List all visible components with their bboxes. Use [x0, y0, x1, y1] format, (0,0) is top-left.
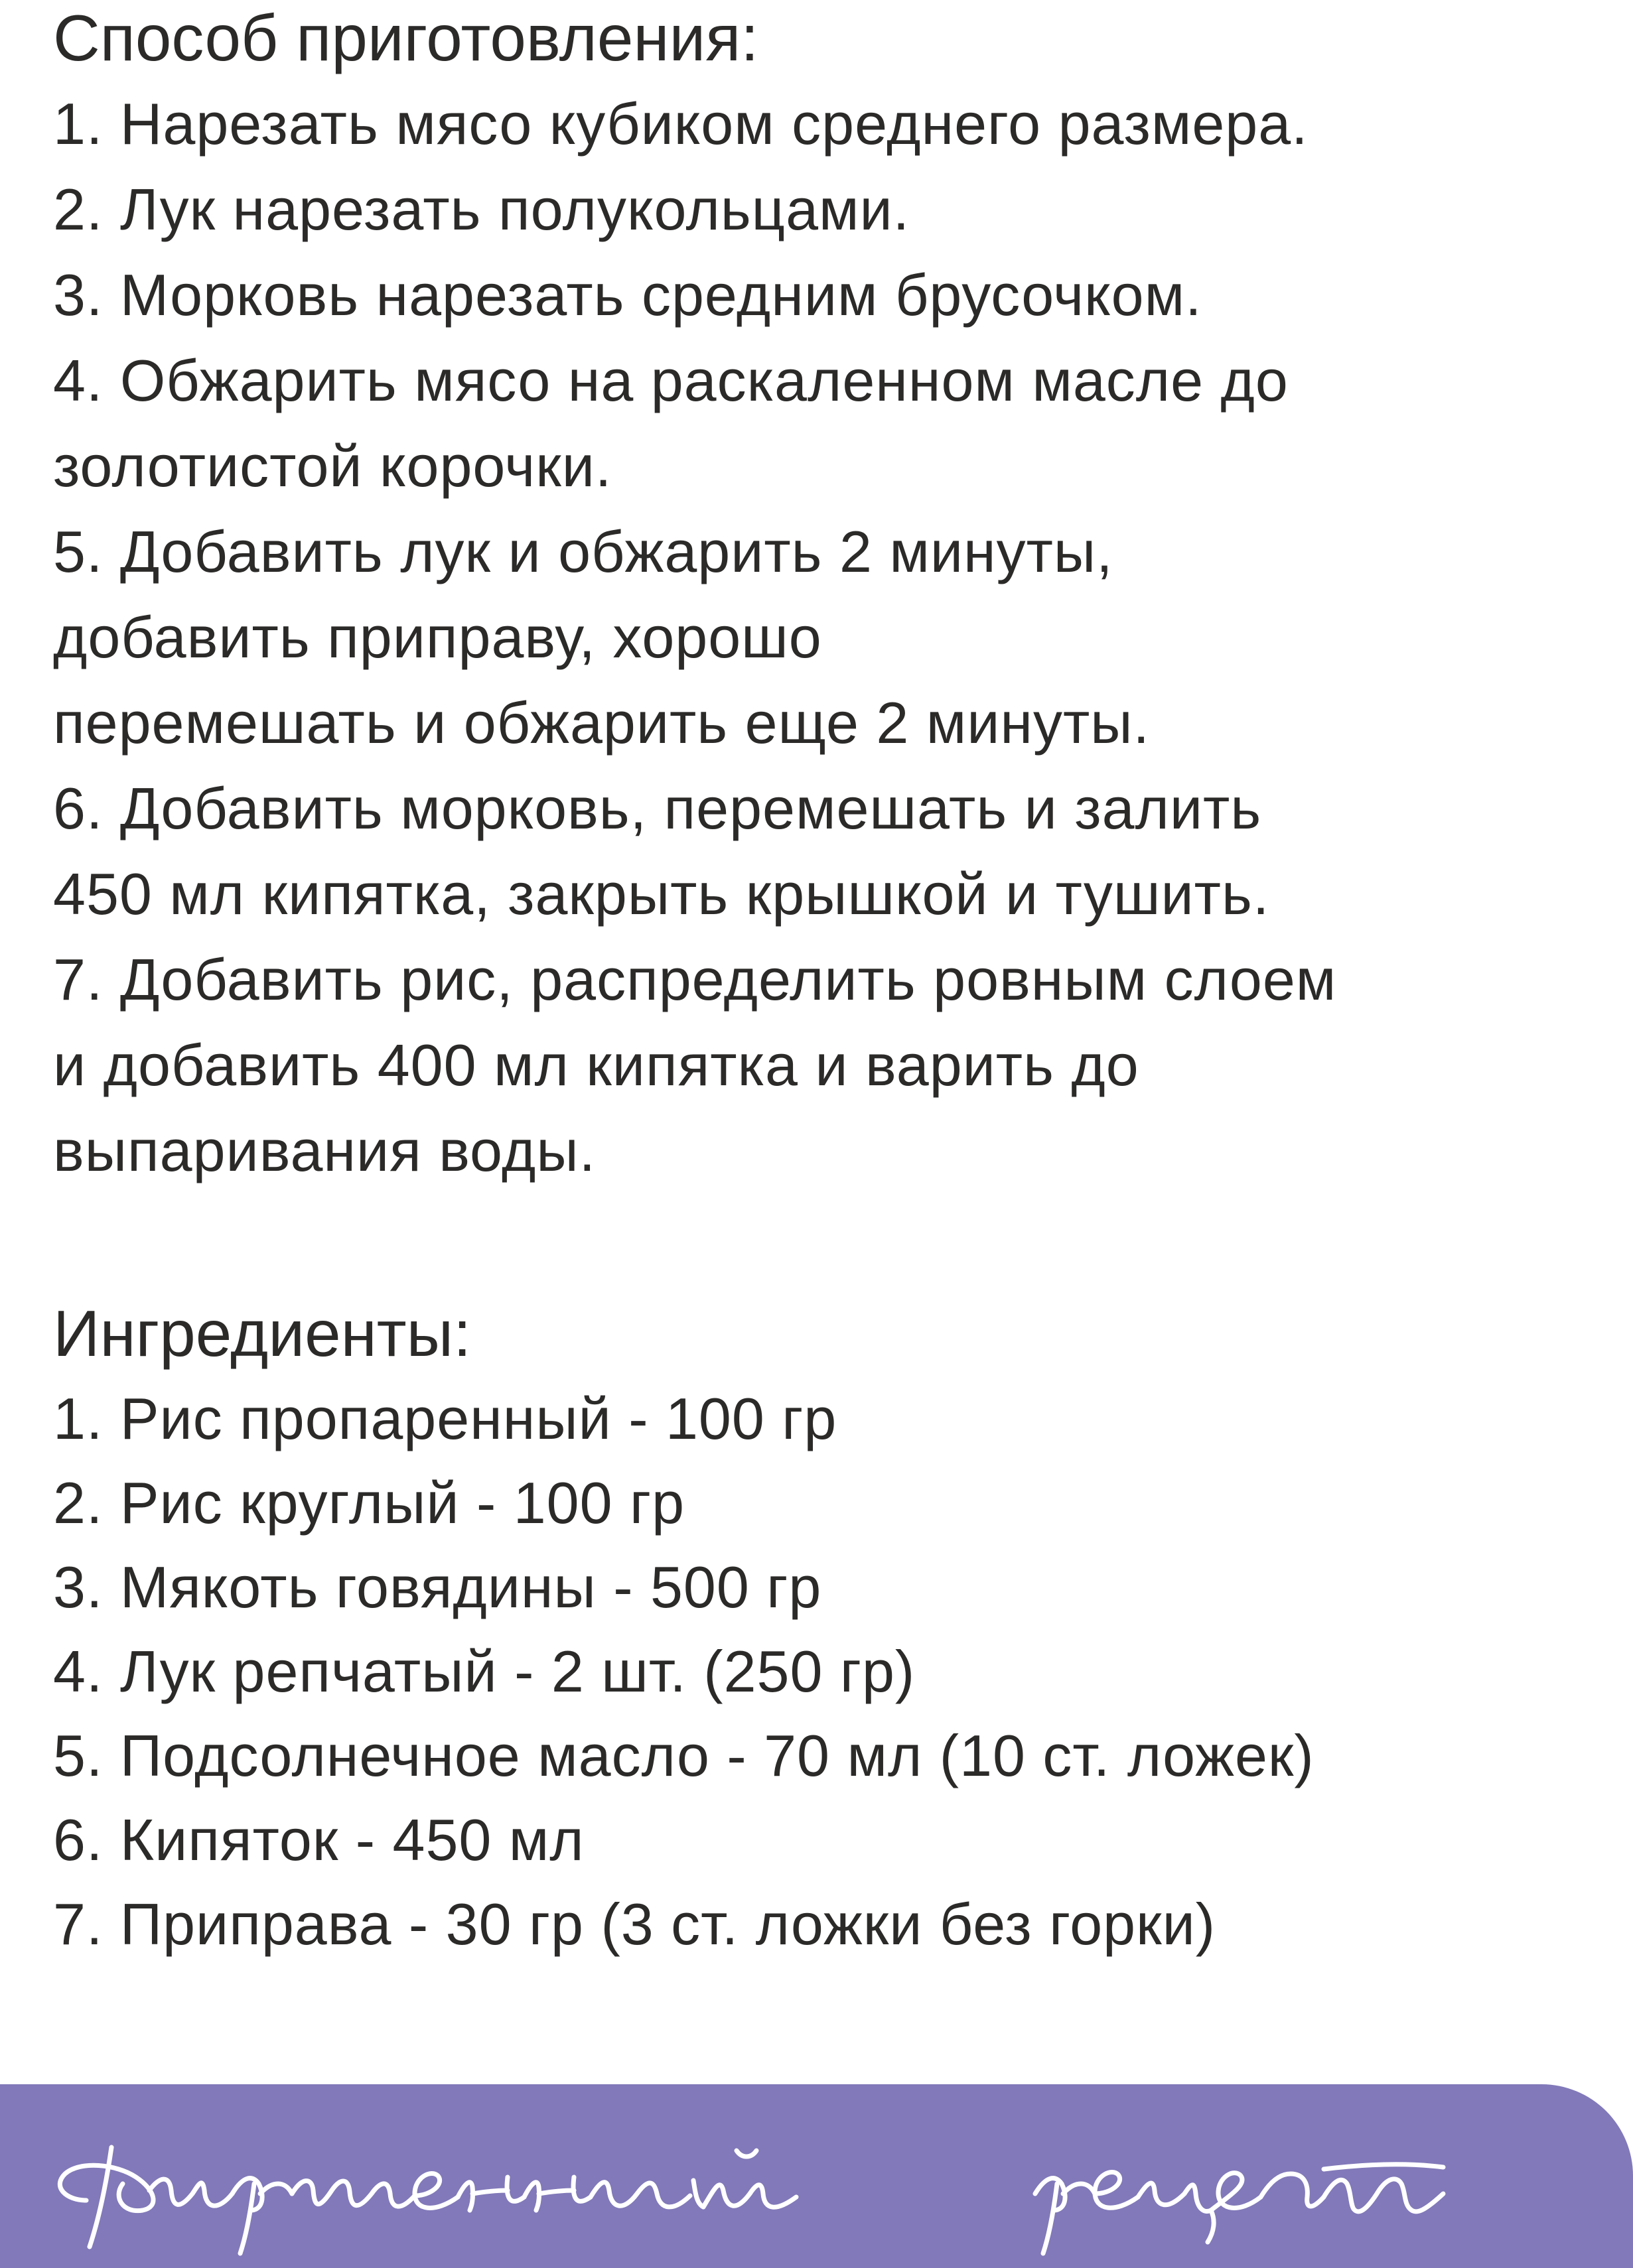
ingredient-item: 2. Рис круглый - 100 гр [53, 1470, 685, 1536]
signature-recipe-banner [0, 2084, 1633, 2268]
ingredient-item: 6. Кипяток - 450 мл [53, 1807, 585, 1873]
ingredient-item: 5. Подсолнечное масло - 70 мл (10 ст. ложек) [53, 1723, 1314, 1788]
ingredients-title: Ингредиенты: [53, 1297, 472, 1370]
method-step: 2. Лук нарезать полукольцами. [53, 176, 910, 242]
method-section [53, 0, 1606, 1193]
method-step: 1. Нарезать мясо кубиком среднего размера. [53, 91, 1309, 157]
ingredients-list [53, 1376, 1606, 1966]
ingredient-item: 3. Мякоть говядины - 500 гр [53, 1554, 822, 1620]
ingredient-item: 4. Лук репчатый - 2 шт. (250 гр) [53, 1638, 916, 1704]
method-step: 6. Добавить морковь, перемешать и залить 450 мл кипятка, закрыть крышкой и тушить. [53, 775, 1270, 927]
method-step: 4. Обжарить мясо на раскаленном масле до золотистой корочки. [53, 348, 1289, 499]
method-title: Способ приготовления: [53, 1, 759, 74]
method-step: 7. Добавить рис, распределить ровным слоем и добавить 400 мл кипятка и варить до выпаривания воды. [53, 947, 1337, 1183]
method-steps-list [53, 81, 1606, 1193]
method-step: 5. Добавить лук и обжарить 2 минуты, добавить приправу, хорошо перемешать и обжарить еще 2 минуты. [53, 519, 1150, 756]
method-step: 3. Морковь нарезать средним брусочком. [53, 262, 1202, 328]
ingredients-section [53, 1290, 1606, 1966]
ingredient-item: 1. Рис пропаренный - 100 гр [53, 1386, 837, 1451]
ingredient-item: 7. Приправа - 30 гр (3 ст. ложки без горки) [53, 1891, 1216, 1957]
